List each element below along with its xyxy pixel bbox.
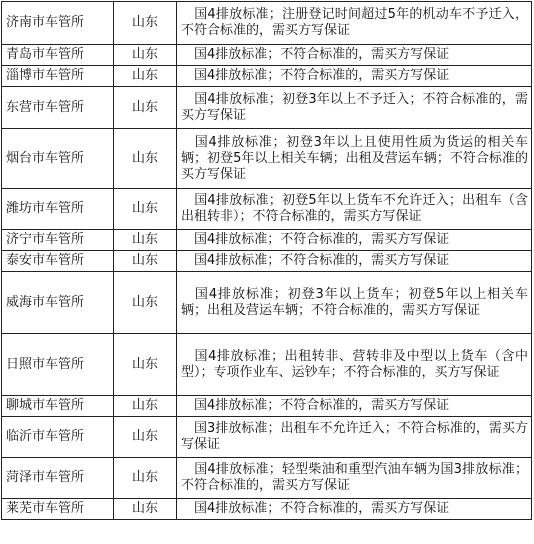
policy-cell [177, 458, 532, 499]
table-row [2, 334, 532, 396]
policy-text: 国4排放标准；出租转非、营转非及中型以上货车（含中型）；专项作业车、运钞车；不符合标准的，买方写保证 [181, 348, 528, 380]
table-row [2, 189, 532, 230]
policy-cell [177, 2, 532, 45]
policy-text: 国4排放标准；初登3年以上不予迁入；不符合标准的，需买方写保证 [181, 91, 528, 123]
table-row [2, 396, 532, 417]
office-cell: 菏泽市车管所 [2, 458, 114, 499]
policy-text: 国4排放标准；不符合标准的，需买方写保证 [194, 47, 450, 62]
province-cell: 山东 [114, 396, 177, 417]
office-cell: 莱芜市车管所 [2, 499, 114, 520]
office-cell: 淄博市车管所 [2, 66, 114, 87]
vehicle-transfer-policy-table [1, 1, 532, 520]
policy-text: 国4排放标准；初登3年以上货车；初登5年以上相关车辆；出租及营运车辆；不符合标准的，需买方写保证 [181, 286, 528, 318]
province-cell: 山东 [114, 189, 177, 230]
table-row [2, 458, 532, 499]
table-row [2, 272, 532, 334]
policy-cell [177, 189, 532, 230]
policy-cell [177, 66, 532, 87]
policy-cell [177, 417, 532, 458]
office-cell: 青岛市车管所 [2, 45, 114, 66]
office-cell: 临沂市车管所 [2, 417, 114, 458]
table-row [2, 45, 532, 66]
office-cell: 潍坊市车管所 [2, 189, 114, 230]
province-cell: 山东 [114, 417, 177, 458]
policy-text: 国4排放标准；初登5年以上货车不允许迁入；出租车（含出租转非）；不符合标准的，需买方写保证 [181, 193, 528, 224]
province-cell: 山东 [114, 251, 177, 272]
table-row [2, 2, 532, 45]
policy-text: 国4排放标准；不符合标准的，需买方写保证 [194, 253, 450, 268]
province-cell: 山东 [114, 458, 177, 499]
policy-text: 国3排放标准；出租车不允许迁入；不符合标准的，需买方写保证 [181, 421, 528, 452]
office-cell: 济南市车管所 [2, 2, 114, 45]
office-cell: 济宁市车管所 [2, 230, 114, 251]
policy-cell [177, 334, 532, 396]
policy-cell [177, 396, 532, 417]
policy-cell [177, 499, 532, 520]
province-cell: 山东 [114, 2, 177, 45]
province-cell: 山东 [114, 45, 177, 66]
table-row [2, 251, 532, 272]
province-cell: 山东 [114, 230, 177, 251]
policy-cell [177, 129, 532, 189]
table-row [2, 66, 532, 87]
table-row [2, 417, 532, 458]
policy-text: 国4排放标准；注册登记时间超过5年的机动车不予迁入，不符合标准的，需买方写保证 [181, 7, 528, 38]
policy-text: 国4排放标准；不符合标准的，需买方写保证 [194, 232, 450, 247]
policy-cell [177, 251, 532, 272]
policy-table-container [1, 1, 532, 520]
office-cell: 烟台市车管所 [2, 129, 114, 189]
policy-text: 国4排放标准；初登3年以上且使用性质为货运的相关车辆；初登5年以上相关车辆；出租及营运车辆；不符合标准的买方写保证 [181, 134, 528, 182]
table-row [2, 499, 532, 520]
province-cell: 山东 [114, 272, 177, 334]
province-cell: 山东 [114, 87, 177, 129]
policy-cell [177, 87, 532, 129]
office-cell: 日照市车管所 [2, 334, 114, 396]
table-row [2, 230, 532, 251]
province-cell: 山东 [114, 66, 177, 87]
policy-cell [177, 272, 532, 334]
province-cell: 山东 [114, 334, 177, 396]
province-cell: 山东 [114, 129, 177, 189]
policy-cell [177, 230, 532, 251]
policy-text: 国4排放标准；不符合标准的，需买方写保证 [194, 398, 450, 413]
policy-text: 国4排放标准；不符合标准的，需买方写保证 [194, 501, 450, 516]
policy-text: 国4排放标准；不符合标准的，需买方写保证 [194, 68, 450, 83]
office-cell: 泰安市车管所 [2, 251, 114, 272]
province-cell: 山东 [114, 499, 177, 520]
policy-cell [177, 45, 532, 66]
policy-text: 国4排放标准；轻型柴油和重型汽油车辆为国3排放标准；不符合标准的，需买方写保证 [181, 462, 528, 493]
table-row [2, 87, 532, 129]
table-row [2, 129, 532, 189]
office-cell: 威海市车管所 [2, 272, 114, 334]
office-cell: 聊城市车管所 [2, 396, 114, 417]
office-cell: 东营市车管所 [2, 87, 114, 129]
